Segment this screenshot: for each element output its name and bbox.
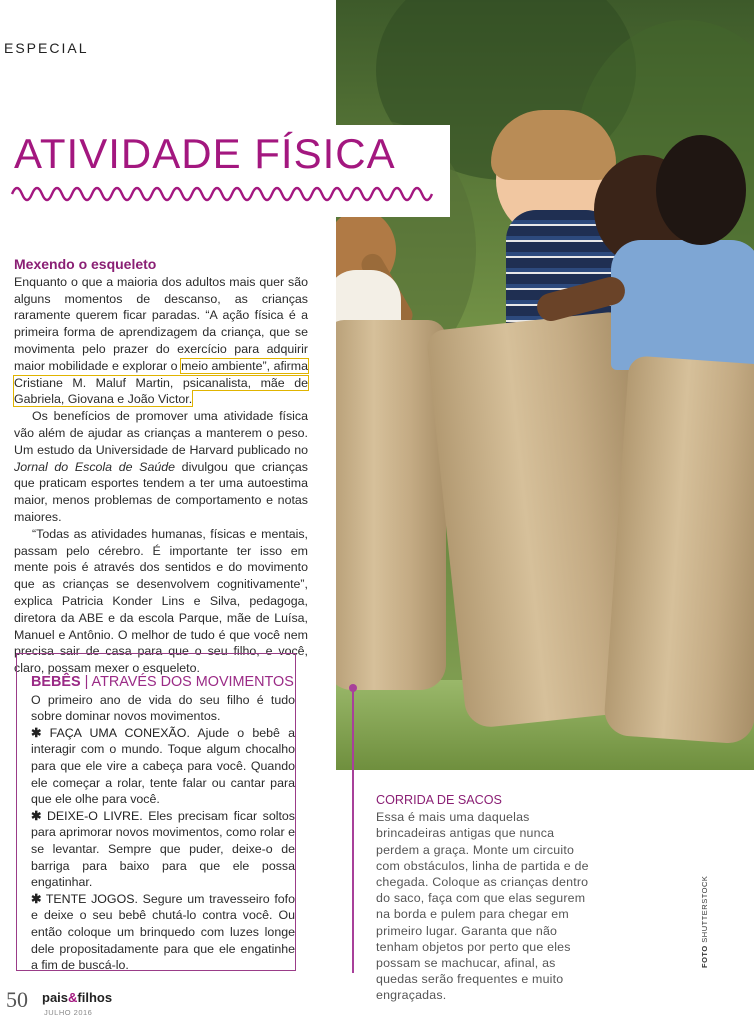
tip-title: FAÇA UMA CONEXÃO. — [49, 725, 190, 740]
tip-title: TENTE JOGOS. — [45, 891, 138, 906]
babies-sidebar-box — [16, 653, 296, 971]
paragraph-2-text-a: Os benefícios de promover uma atividade física vão além de ajudar as crianças a manterem o peso. Um estudo da Universidade de Harvard publicado no — [14, 409, 308, 457]
paragraph-2-text-b: divulgou que crianças que praticam esportes tendem a ter uma autoestima maior, menos problemas de comportamento e notas maiores. — [14, 459, 308, 524]
decorative-squiggle — [10, 180, 438, 208]
section-label: ESPECIAL — [4, 40, 89, 56]
tip-item — [31, 725, 295, 808]
photo-caption — [376, 792, 598, 1004]
article-paragraph-1 — [14, 274, 308, 408]
tip-item — [31, 891, 295, 974]
star-icon: ✱ — [31, 725, 42, 740]
tip-text: Ajude o bebê a interagir com o mundo. Toque algum chocalho para que ele vire a cabeça para você. Quando ele começar a rolar, tente falar ou cantar para que ele olhe para você. — [31, 725, 295, 807]
credit-label: FOTO — [700, 945, 709, 968]
babies-label: BEBÊS — [31, 674, 81, 690]
paragraph-1-text: Enquanto o que a maioria dos adultos mais quer são alguns momentos de descanso, as crianças raramente querem ficar paradas. “A ação física é a primeira forma de aprendizagem da criança, que se movimenta pelo prazer do exercício para adquirir maior mobilidade e explorar o — [14, 274, 308, 373]
tip-item — [31, 808, 295, 891]
article-paragraph-2 — [14, 408, 308, 526]
article-body — [14, 256, 308, 677]
logo-part-2: filhos — [77, 990, 113, 1005]
heading-separator: | — [80, 674, 92, 690]
logo-part-1: pais — [42, 990, 69, 1005]
magazine-logo — [42, 990, 112, 1005]
page-title: ATIVIDADE FÍSICA — [14, 130, 396, 177]
tip-text: Segure um travesseiro fofo e deixe o seu bebê chutá-lo contra você. Ou então coloque um brinquedo com luzes longe dele propositadamente para que ele engatinhe a fim de buscá-lo. — [31, 891, 295, 973]
caption-text: Essa é mais uma daquelas brincadeiras antigas que nunca perdem a graça. Monte um circuito com obstáculos, linha de partida e de chegada. Coloque as crianças dentro do saco, faça com que elas segurem na borda e pulem para chegar em primeiro lugar. Garanta que não tenham objetos por perto que eles possam se machucar, afinal, as quedas serão frequentes e muito engraçadas. — [376, 810, 589, 1003]
babies-sidebar-heading — [31, 674, 295, 691]
article-heading: Mexendo o esqueleto — [14, 256, 157, 272]
tip-text: Eles precisam ficar soltos para aprimorar novos movimentos, como rolar e se levantar. Sempre que puder, deixe-o de barriga para baixo para que ele possa engatinhar. — [31, 808, 295, 890]
highlighted-quote: meio ambiente”, afirma Cristiane M. Maluf Martin, psicanalista, mãe de Gabriela, Giovana e João Victor. — [14, 358, 308, 407]
article-paragraph-3: “Todas as atividades humanas, físicas e mentais, passam pelo cérebro. É importante ter isso em mente pois é através dos sentidos e do movimento que as crianças se desenvolvem cognitivamente”, explica Patricia Konder Lins e Silva, pedagoga, diretora da ABE e da escola Parque, mãe de Luísa, Manuel e Antônio. O melhor de tudo é que você nem precisa sair de casa para que o seu filho, e você, claro, possam mexer o esqueleto. — [14, 526, 308, 676]
page-number: 50 — [6, 987, 28, 1012]
logo-ampersand: & — [68, 990, 78, 1005]
credit-source: SHUTTERSTOCK — [700, 875, 709, 946]
babies-intro: O primeiro ano de vida do seu filho é tudo sobre dominar novos movimentos. — [31, 692, 295, 724]
star-icon: ✱ — [31, 808, 42, 823]
issue-date: JULHO 2016 — [44, 1008, 93, 1017]
photo-credit — [700, 876, 709, 968]
sack-race-photo — [336, 0, 754, 770]
babies-subtitle: ATRAVÉS DOS MOVIMENTOS — [91, 674, 294, 690]
star-icon: ✱ — [31, 891, 42, 906]
caption-line — [352, 688, 354, 973]
journal-name: Jornal do Escola de Saúde — [14, 459, 176, 474]
caption-title: CORRIDA DE SACOS — [376, 793, 502, 807]
tip-title: DEIXE-O LIVRE. — [46, 808, 143, 823]
babies-sidebar-content — [31, 674, 295, 974]
